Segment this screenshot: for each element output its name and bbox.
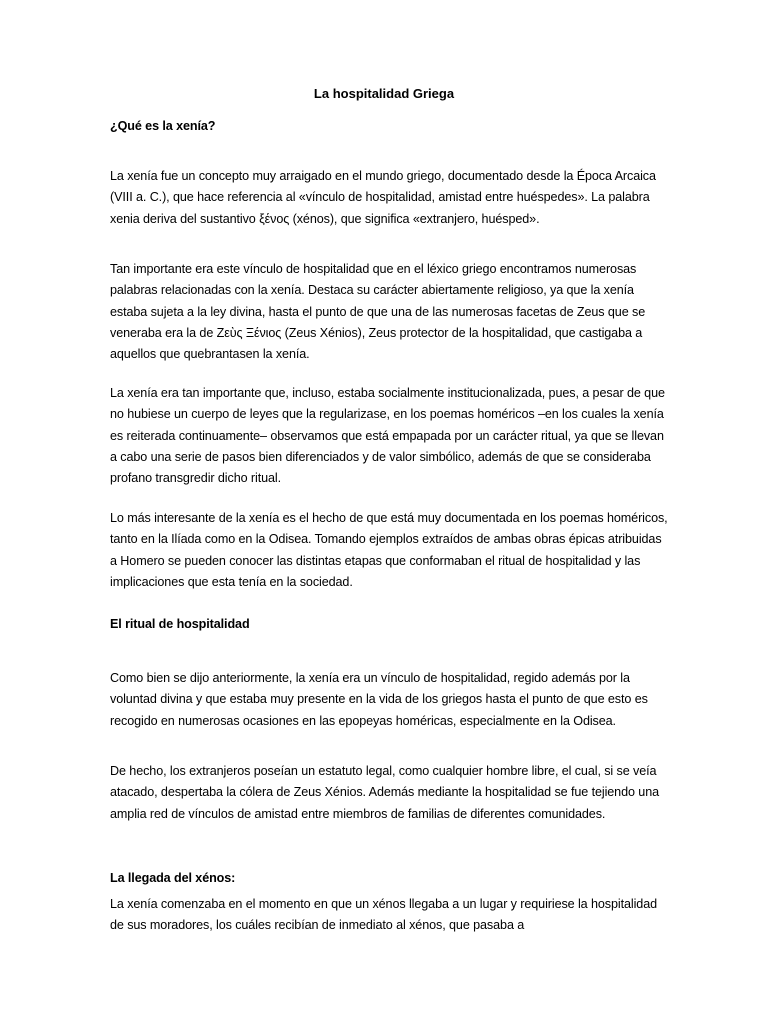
document-title: La hospitalidad Griega: [313, 86, 455, 101]
paragraph-2: Tan importante era este vínculo de hospitalidad que en el léxico griego encontramos numerosas palabras relacionadas con la xenía. Destaca su carácter abiertamente religioso, ya que la xenía estaba sujeta a la ley divina, hasta el punto de que una de las numerosas facetas de Zeus que se veneraba era la de Ζεὺς Ξένιος (Zeus Xénios), Zeus protector de la hospitalidad, que castigaba a aquellos que quebrantasen la xenía.: [110, 262, 646, 362]
paragraph-1: La xenía fue un concepto muy arraigado en el mundo griego, documentado desde la Época Arcaica (VIII a. C.), que hace referencia al «vínculo de hospitalidad, amistad entre huéspedes». La palabra xenia deriva del sustantivo ξένος (xénos), que significa «extranjero, huésped».: [110, 169, 656, 226]
paragraph-6: De hecho, los extranjeros poseían un estatuto legal, como cualquier hombre libre, el cual, si se veía atacado, despertaba la cólera de Zeus Xénios. Además mediante la hospitalidad se fue tejiendo una amplia red de vínculos de amistad entre miembros de familias de diferentes comunidades.: [110, 764, 660, 821]
paragraph-3: La xenía era tan importante que, incluso, estaba socialmente institucionalizada, pues, a pesar de que no hubiese un cuerpo de leyes que la regularizase, en los poemas homéricos –en los cuales la xenía es reiterada continuamente– observamos que está empapada por un carácter ritual, ya que se llevan a cabo una serie de pasos bien diferenciados y de valor simbólico, además de que se consideraba profano transgredir dicho ritual.: [110, 386, 665, 486]
section-heading-ritual: El ritual de hospitalidad: [110, 617, 250, 631]
paragraph-7: La xenía comenzaba en el momento en que un xénos llegaba a un lugar y requiriese la hospitalidad de sus moradores, los cuáles recibían de inmediato al xénos, que pasaba a: [110, 897, 657, 933]
paragraph-4: Lo más interesante de la xenía es el hecho de que está muy documentada en los poemas homéricos, tanto en la Ilíada como en la Odisea. Tomando ejemplos extraídos de ambas obras épicas atribuidas a Homero se pueden conocer las distintas etapas que conformaban el ritual de hospitalidad y las implicaciones que esta tenía en la sociedad.: [110, 511, 668, 589]
section-heading-llegada: La llegada del xénos:: [110, 871, 236, 885]
paragraph-5: Como bien se dijo anteriormente, la xenía era un vínculo de hospitalidad, regido además por la voluntad divina y que estaba muy presente en la vida de los griegos hasta el punto de que esto es recogido en numerosas ocasiones en las epopeyas homéricas, especialmente en la Odisea.: [110, 671, 648, 728]
section-heading-que-es-xenia: ¿Qué es la xenía?: [110, 119, 216, 133]
